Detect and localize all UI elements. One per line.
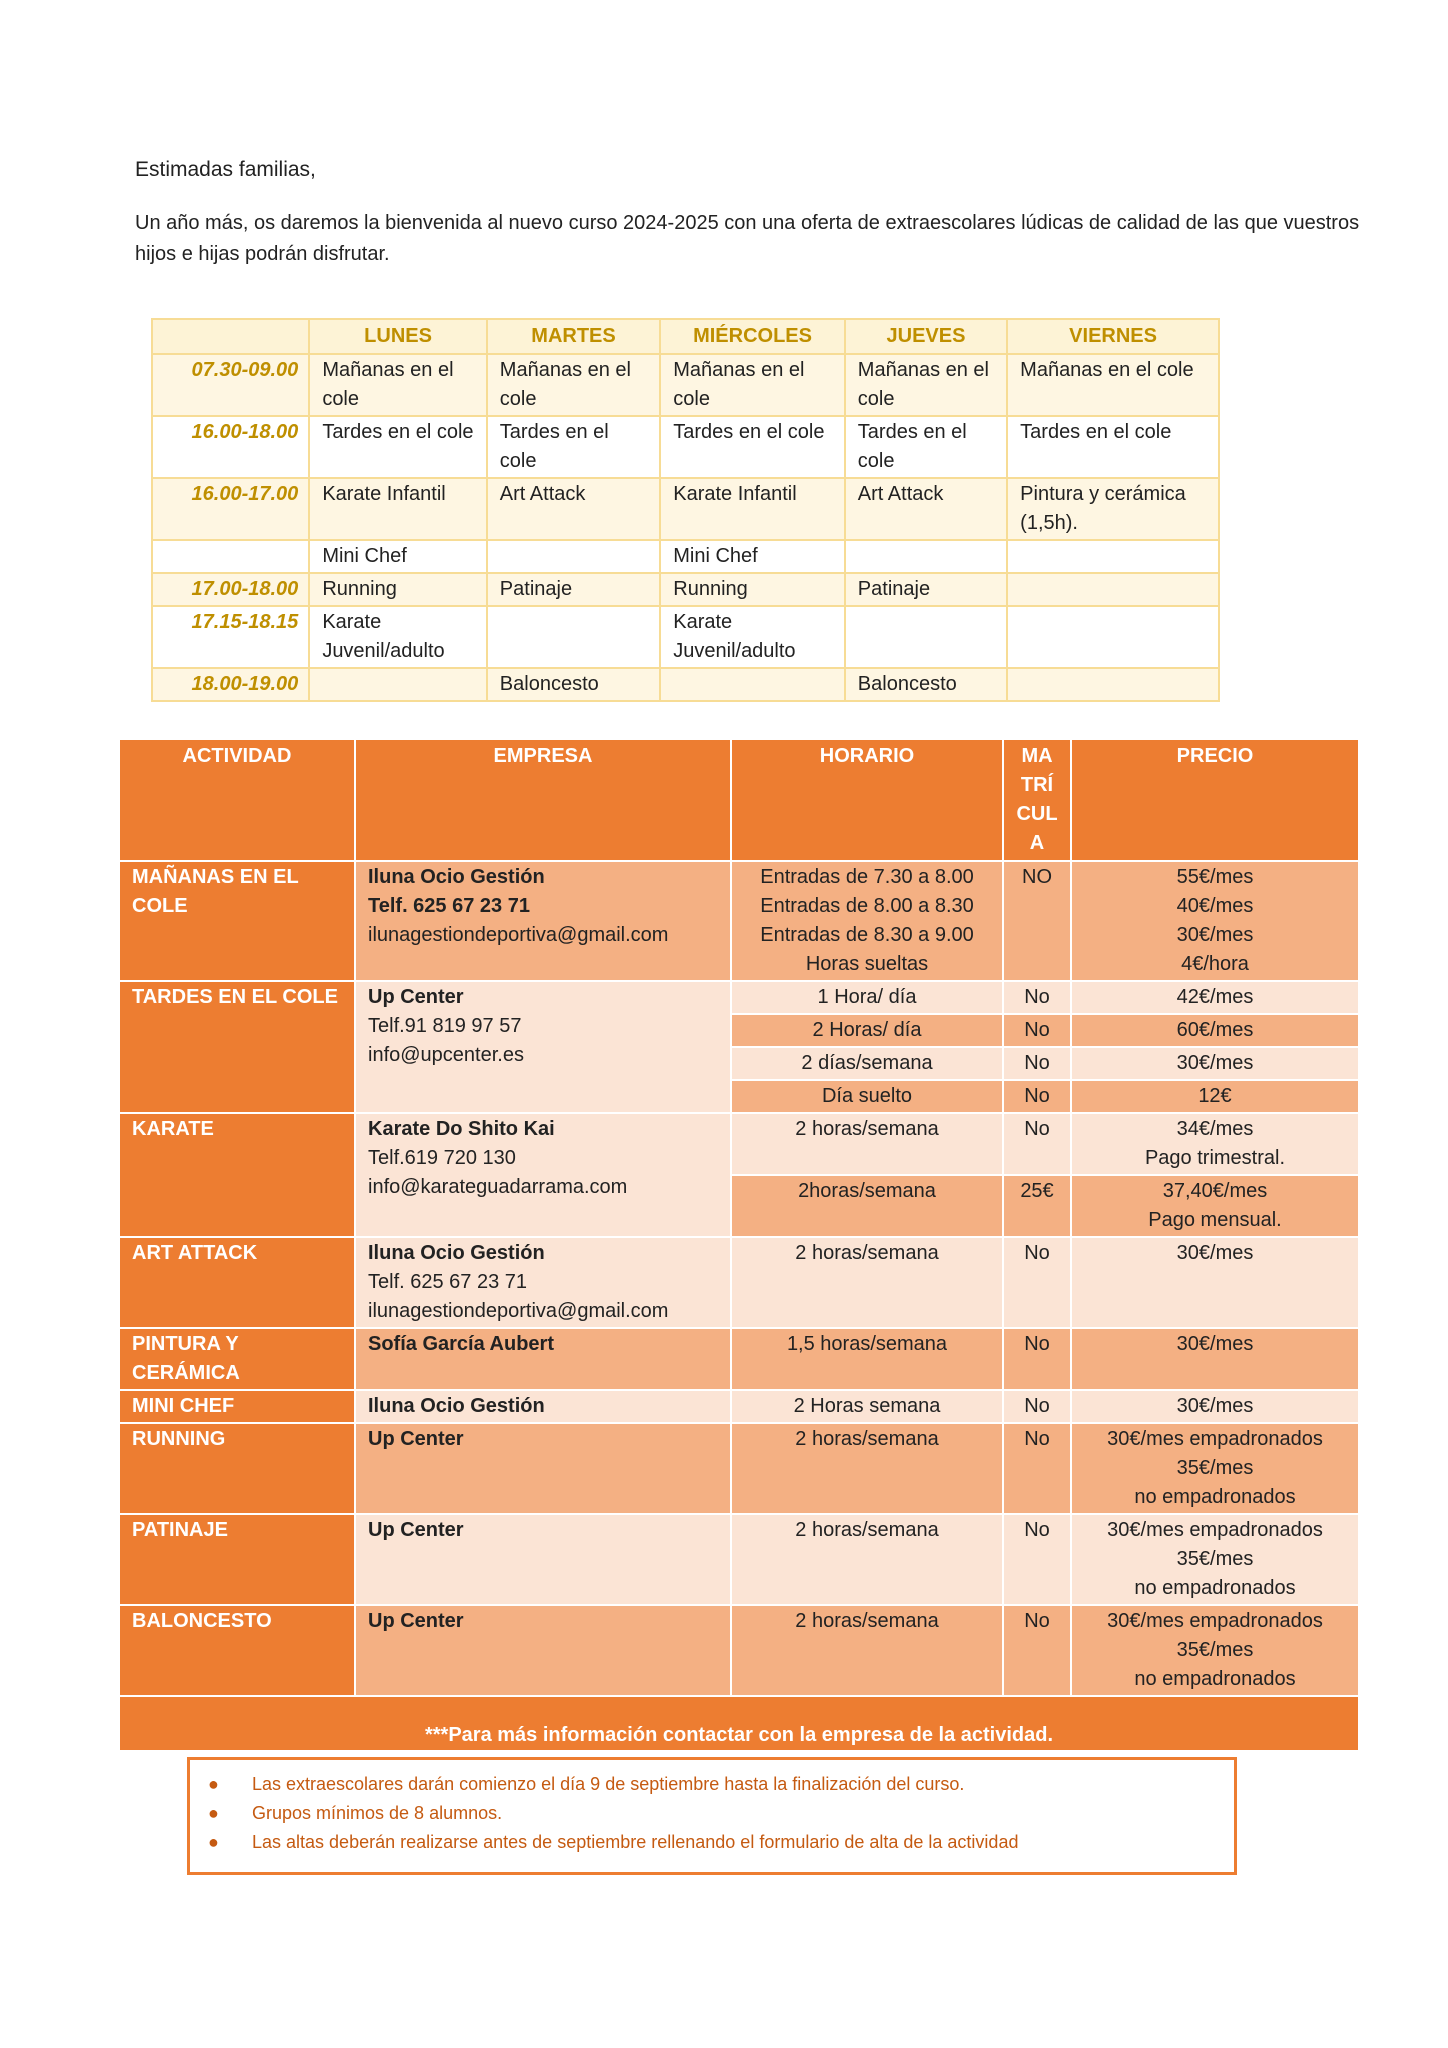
- activity-name: RUNNING: [119, 1423, 355, 1514]
- activity-price: 30€/mes empadronados 35€/mes no empadronados: [1071, 1605, 1359, 1696]
- schedule-row: [152, 416, 1219, 478]
- activity-company: Sofía García Aubert: [355, 1328, 731, 1390]
- intro-paragraph: Un año más, os daremos la bienvenida al nuevo curso 2024-2025 con una oferta de extraescolares lúdicas de calidad de las que vuestros hijos e hijas podrán disfrutar.: [135, 212, 1360, 265]
- header-actividad: ACTIVIDAD: [119, 739, 355, 861]
- activity-price: 55€/mes 40€/mes 30€/mes 4€/hora: [1071, 861, 1359, 981]
- activity-name: MINI CHEF: [119, 1390, 355, 1423]
- activity-company: Up Center: [355, 1605, 731, 1696]
- schedule-cell: Tardes en el cole: [487, 416, 660, 478]
- activity-enrollment: No: [1003, 1047, 1071, 1080]
- schedule-cell: Tardes en el cole: [845, 416, 1007, 478]
- activity-price: 42€/mes: [1071, 981, 1359, 1014]
- bullet-icon: ●: [208, 1774, 219, 1794]
- activity-company: Iluna Ocio Gestión Telf. 625 67 23 71 ilunagestiondeportiva@gmail.com: [355, 1237, 731, 1328]
- schedule-cell: Tardes en el cole: [309, 416, 486, 478]
- activity-price: 30€/mes: [1071, 1390, 1359, 1423]
- activity-enrollment: No: [1003, 1423, 1071, 1514]
- schedule-cell: [1007, 573, 1219, 606]
- activity-name: KARATE: [119, 1113, 355, 1237]
- header-matricula: MA TRÍ CUL A: [1003, 739, 1071, 861]
- activity-company: Up Center: [355, 1514, 731, 1605]
- schedule-cell: Karate Juvenil/adulto: [660, 606, 845, 668]
- activity-schedule: 2 Horas semana: [731, 1390, 1003, 1423]
- activity-schedule: 2horas/semana: [731, 1175, 1003, 1237]
- note-item: ● Las extraescolares darán comienzo el día 9 de septiembre hasta la finalización del curso.: [252, 1770, 1234, 1799]
- weekly-schedule-table: [151, 318, 1220, 702]
- activity-name: PATINAJE: [119, 1514, 355, 1605]
- schedule-cell: Mañanas en el cole: [487, 354, 660, 416]
- schedule-cell: Mini Chef: [309, 540, 486, 573]
- schedule-cell: [487, 540, 660, 573]
- schedule-row: [152, 478, 1219, 540]
- schedule-row: [152, 354, 1219, 416]
- note-item: ● Grupos mínimos de 8 alumnos.: [252, 1799, 1234, 1828]
- schedule-cell: Art Attack: [845, 478, 1007, 540]
- schedule-cell: Pintura y cerámica (1,5h).: [1007, 478, 1219, 540]
- schedule-cell: Mini Chef: [660, 540, 845, 573]
- schedule-cell: [845, 540, 1007, 573]
- time-slot: 17.15-18.15: [152, 606, 309, 668]
- time-slot: 17.00-18.00: [152, 573, 309, 606]
- activity-schedule: 2 horas/semana: [731, 1423, 1003, 1514]
- schedule-cell: Running: [660, 573, 845, 606]
- activity-price: 30€/mes empadronados 35€/mes no empadronados: [1071, 1423, 1359, 1514]
- activity-enrollment: No: [1003, 1237, 1071, 1328]
- day-header: MIÉRCOLES: [660, 319, 845, 354]
- schedule-cell: [660, 668, 845, 701]
- activity-enrollment: 25€: [1003, 1175, 1071, 1237]
- activity-schedule: 2 horas/semana: [731, 1237, 1003, 1328]
- schedule-cell: Tardes en el cole: [660, 416, 845, 478]
- activity-enrollment: No: [1003, 1014, 1071, 1047]
- schedule-cell: Running: [309, 573, 486, 606]
- activity-schedule: 2 días/semana: [731, 1047, 1003, 1080]
- schedule-row: [152, 540, 1219, 573]
- activity-schedule: 1,5 horas/semana: [731, 1328, 1003, 1390]
- activities-footer-note: ***Para más información contactar con la empresa de la actividad.: [119, 1696, 1359, 1751]
- activity-row-karate: [119, 1113, 1359, 1175]
- schedule-cell: Mañanas en el cole: [1007, 354, 1219, 416]
- activity-schedule: Día suelto: [731, 1080, 1003, 1113]
- header-empresa: EMPRESA: [355, 739, 731, 861]
- activity-name: PINTURA Y CERÁMICA: [119, 1328, 355, 1390]
- header-precio: PRECIO: [1071, 739, 1359, 861]
- activity-row-mananas: [119, 861, 1359, 981]
- schedule-cell: Patinaje: [487, 573, 660, 606]
- activity-schedule: 2 horas/semana: [731, 1605, 1003, 1696]
- activity-enrollment: No: [1003, 1514, 1071, 1605]
- schedule-row: [152, 606, 1219, 668]
- day-header: VIERNES: [1007, 319, 1219, 354]
- schedule-cell: [309, 668, 486, 701]
- activity-company: Iluna Ocio Gestión Telf. 625 67 23 71 ilunagestiondeportiva@gmail.com: [355, 861, 731, 981]
- activity-schedule: 2 Horas/ día: [731, 1014, 1003, 1047]
- activity-schedule: 2 horas/semana: [731, 1113, 1003, 1175]
- time-slot: 18.00-19.00: [152, 668, 309, 701]
- activity-schedule: Entradas de 7.30 a 8.00 Entradas de 8.00 a 8.30 Entradas de 8.30 a 9.00 Horas sueltas: [731, 861, 1003, 981]
- schedule-cell: Mañanas en el cole: [660, 354, 845, 416]
- day-header: JUEVES: [845, 319, 1007, 354]
- schedule-cell: Baloncesto: [845, 668, 1007, 701]
- schedule-cell: [487, 606, 660, 668]
- activity-enrollment: No: [1003, 1113, 1071, 1175]
- schedule-header-row: [152, 319, 1219, 354]
- activity-row-running: [119, 1423, 1359, 1514]
- activity-company: Up Center: [355, 1423, 731, 1514]
- activity-price: 30€/mes: [1071, 1328, 1359, 1390]
- activity-price: 30€/mes empadronados 35€/mes no empadronados: [1071, 1514, 1359, 1605]
- schedule-cell: Mañanas en el cole: [309, 354, 486, 416]
- notes-box: [187, 1757, 1237, 1875]
- day-header: MARTES: [487, 319, 660, 354]
- schedule-cell: [1007, 540, 1219, 573]
- activity-company: Iluna Ocio Gestión: [355, 1390, 731, 1423]
- bullet-icon: ●: [208, 1803, 219, 1823]
- schedule-cell: Mañanas en el cole: [845, 354, 1007, 416]
- schedule-corner: [152, 319, 309, 354]
- activity-price: 37,40€/mes Pago mensual.: [1071, 1175, 1359, 1237]
- schedule-cell: [1007, 668, 1219, 701]
- activity-enrollment: No: [1003, 981, 1071, 1014]
- time-slot: 07.30-09.00: [152, 354, 309, 416]
- schedule-cell: [845, 606, 1007, 668]
- activity-price: 12€: [1071, 1080, 1359, 1113]
- time-slot: [152, 540, 309, 573]
- activity-name: TARDES EN EL COLE: [119, 981, 355, 1113]
- day-header: LUNES: [309, 319, 486, 354]
- schedule-cell: Karate Juvenil/adulto: [309, 606, 486, 668]
- activity-price: 30€/mes: [1071, 1047, 1359, 1080]
- activity-company: Karate Do Shito Kai Telf.619 720 130 info@karateguadarrama.com: [355, 1113, 731, 1237]
- note-item: ● Las altas deberán realizarse antes de septiembre rellenando el formulario de alta de la actividad: [252, 1828, 1234, 1857]
- activity-name: ART ATTACK: [119, 1237, 355, 1328]
- schedule-cell: Patinaje: [845, 573, 1007, 606]
- time-slot: 16.00-17.00: [152, 478, 309, 540]
- activity-enrollment: NO: [1003, 861, 1071, 981]
- activity-company: Up Center Telf.91 819 97 57 info@upcenter.es: [355, 981, 731, 1113]
- activity-name: MAÑANAS EN EL COLE: [119, 861, 355, 981]
- schedule-cell: Tardes en el cole: [1007, 416, 1219, 478]
- schedule-cell: Art Attack: [487, 478, 660, 540]
- activity-row-mini-chef: [119, 1390, 1359, 1423]
- activity-row-baloncesto: [119, 1605, 1359, 1696]
- schedule-cell: Baloncesto: [487, 668, 660, 701]
- activities-table: [118, 738, 1360, 1752]
- activity-row-pintura: [119, 1328, 1359, 1390]
- activity-enrollment: No: [1003, 1605, 1071, 1696]
- activity-schedule: 1 Hora/ día: [731, 981, 1003, 1014]
- schedule-row: [152, 668, 1219, 701]
- activity-enrollment: No: [1003, 1080, 1071, 1113]
- activity-row-art-attack: [119, 1237, 1359, 1328]
- activity-enrollment: No: [1003, 1328, 1071, 1390]
- activity-price: 34€/mes Pago trimestral.: [1071, 1113, 1359, 1175]
- activity-price: 30€/mes: [1071, 1237, 1359, 1328]
- activity-schedule: 2 horas/semana: [731, 1514, 1003, 1605]
- schedule-row: [152, 573, 1219, 606]
- header-horario: HORARIO: [731, 739, 1003, 861]
- bullet-icon: ●: [208, 1832, 219, 1852]
- schedule-cell: Karate Infantil: [660, 478, 845, 540]
- activity-row-patinaje: [119, 1514, 1359, 1605]
- schedule-cell: Karate Infantil: [309, 478, 486, 540]
- activity-row-tardes: [119, 981, 1359, 1014]
- activities-header-row: [119, 739, 1359, 861]
- activities-footer-row: [119, 1696, 1359, 1751]
- schedule-cell: [1007, 606, 1219, 668]
- activity-name: BALONCESTO: [119, 1605, 355, 1696]
- time-slot: 16.00-18.00: [152, 416, 309, 478]
- activity-enrollment: No: [1003, 1390, 1071, 1423]
- greeting: Estimadas familias,: [135, 158, 316, 181]
- activity-price: 60€/mes: [1071, 1014, 1359, 1047]
